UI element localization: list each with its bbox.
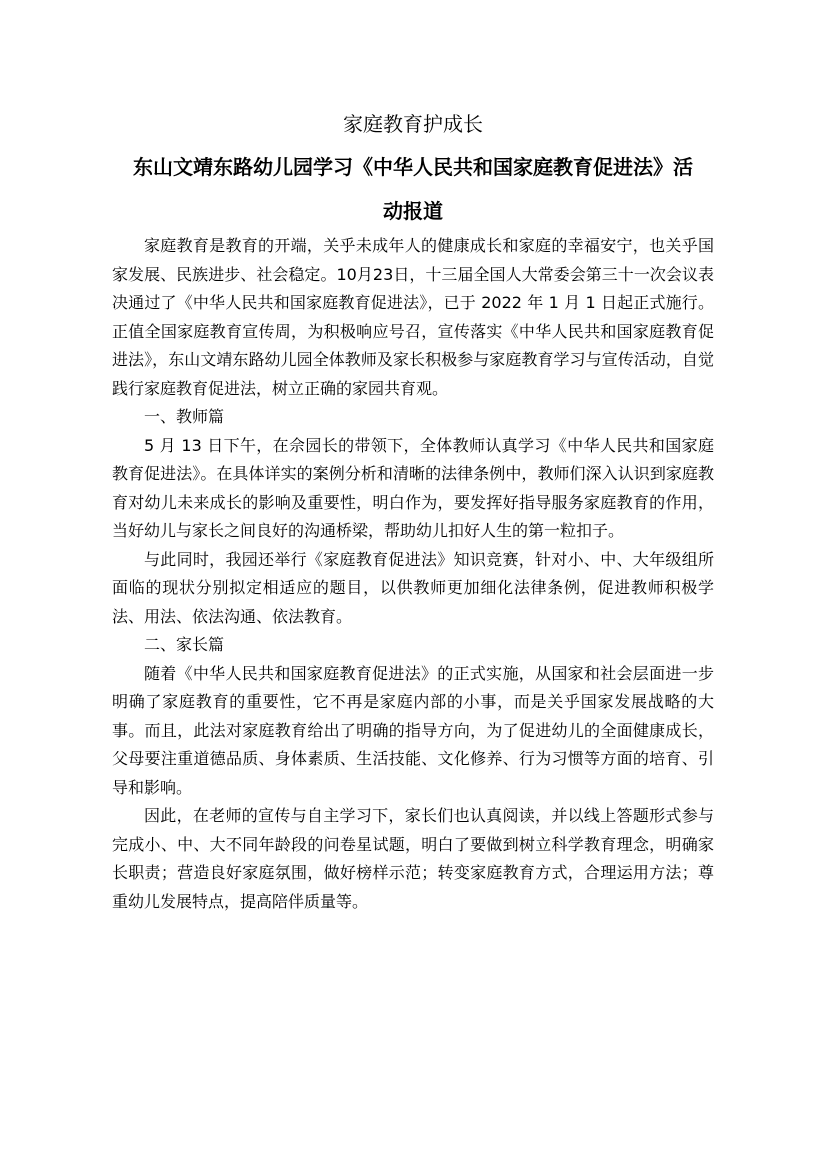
paragraph-parents-action: 因此，在老师的宣传与自主学习下，家长们也认真阅读，并以线上答题形式参与完成小、中、大不同年龄段的问卷星试题，明白了要做到树立科学教育理念，明确家长职责；营造良好家庭氛围，做好榜样示范；转变家庭教育方式，合理运用方法；尊重幼儿发展特点，提高陪伴质量等。 — [112, 806, 714, 911]
paragraph-parents-law: 随着《中华人民共和国家庭教育促进法》的正式实施，从国家和社会层面进一步明确了家庭教育的重要性，它不再是家庭内部的小事，而是关乎国家发展战略的大事。而且，此法对家庭教育给出了明确的指导方向，为了促进幼儿的全面健康成长，父母要注重道德品质、身体素质、生活技能、文化修养、行为习惯等方面的培育、引导和影响。 — [112, 663, 714, 797]
paragraph-teachers-contest: 与此同时，我园还举行《家庭教育促进法》知识竞赛，针对小、中、大年级组所面临的现状分别拟定相适应的题目，以供教师更加细化法律条例，促进教师积极学法、用法、依法沟通、依法教育。 — [112, 549, 714, 626]
section-heading-teachers: 一、教师篇 — [144, 407, 225, 426]
document-subtitle-line2: 动报道 — [383, 199, 443, 223]
document-subtitle-line1: 东山文靖东路幼儿园学习《中华人民共和国家庭教育促进法》活 — [133, 155, 693, 179]
document-body — [112, 232, 714, 916]
section-heading-parents: 二、家长篇 — [144, 635, 225, 654]
paragraph-intro: 家庭教育是教育的开端，关乎未成年人的健康成长和家庭的幸福安宁，也关乎国家发展、民族进步、社会稳定。10月23日，十三届全国人大常委会第三十一次会议表决通过了《中华人民共和国家庭教育促进法》，已于 2022 年 1 月 1 日起正式施行。正值全国家庭教育宣传周，为积极响应号召，宣传落实《中华人民共和国家庭教育促进法》，东山文靖东路幼儿园全体教师及家长积极参与家庭教育学习与宣传活动，自觉践行家庭教育促进法，树立正确的家园共育观。 — [112, 236, 714, 398]
paragraph-teachers-study: 5 月 13 日下午，在佘园长的带领下，全体教师认真学习《中华人民共和国家庭教育促进法》。在具体详实的案例分析和清晰的法律条例中，教师们深入认识到家庭教育对幼儿未来成长的影响及重要性，明白作为，要发挥好指导服务家庭教育的作用，当好幼儿与家长之间良好的沟通桥梁，帮助幼儿扣好人生的第一粒扣子。 — [112, 435, 714, 540]
document-title: 家庭教育护成长 — [343, 112, 483, 136]
